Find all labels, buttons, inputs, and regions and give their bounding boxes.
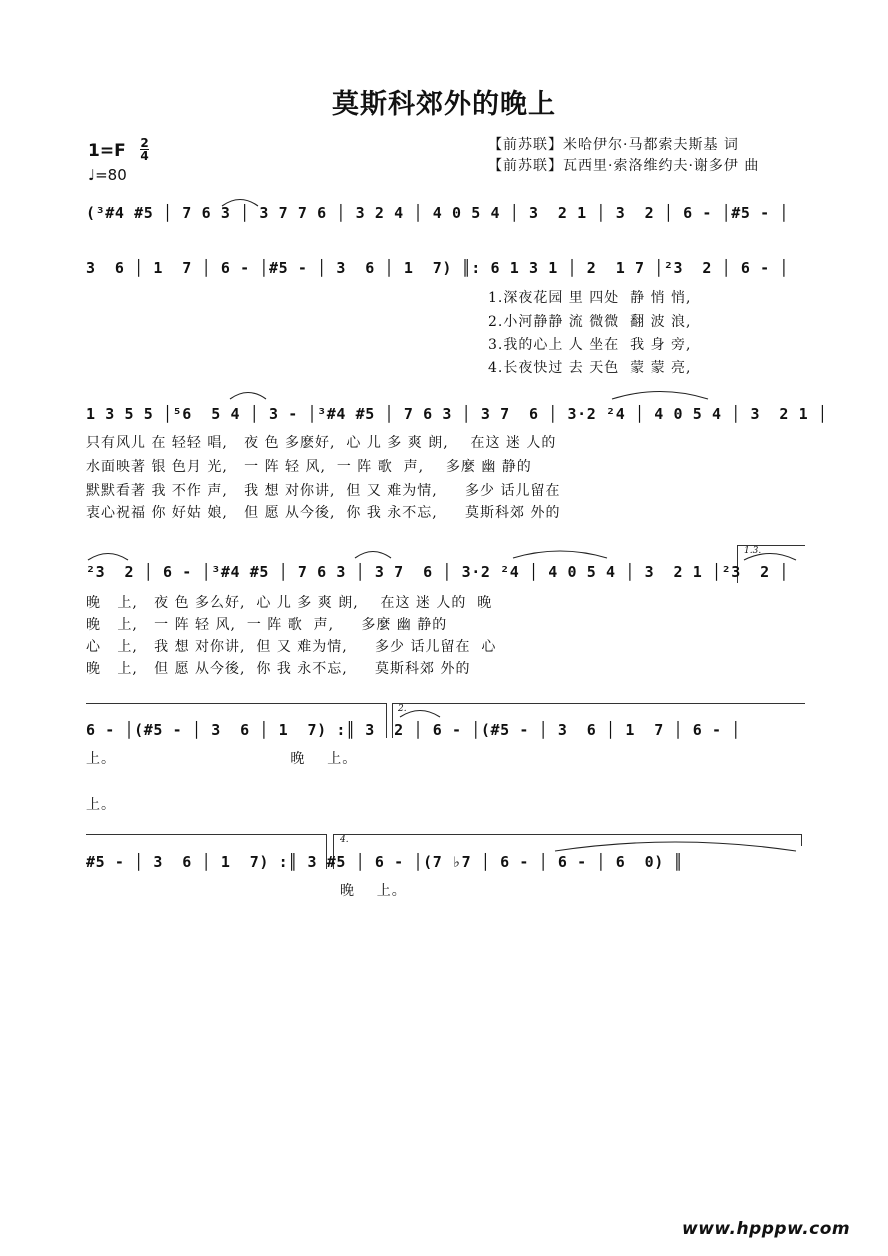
score-system-3: 1 3 5 5 │⁵6 5 4 │ 3 - │³#4 #5 │ 7 6 3 │ 3 7 6 │ 3·2 ²4 │ 4 0 5 4 │ 3 2 1 │ [86,405,828,423]
slur-mark [555,842,796,851]
lyric-line-verse-2: 2.小河静静 流 微微 翻 波 浪, [488,314,692,330]
lyric-line-verse-3: 心 上, 我 想 对你讲, 但 又 难为情, 多少 话儿留在 心 [86,639,497,655]
slur-mark [513,551,607,558]
lyricist-credit: 【前苏联】米哈伊尔·马都索夫斯基 词 [488,137,739,153]
tempo-value: =80 [95,166,127,184]
lyric-line-verse-1: 晚 上。 [340,883,407,899]
lyric-line-verse-4: 晚 上, 但 愿 从今後, 你 我 永不忘, 莫斯科郊 外的 [86,661,471,677]
volta-label-4: 4. [340,835,349,845]
key-signature: 1=F [88,141,126,161]
time-signature-top: 2 [140,136,149,150]
volta-label-2: 2. [398,704,407,714]
volta-label-1-3: 1.3. [744,546,762,556]
score-system-5: 6 - │(#5 - │ 3 6 │ 1 7) :║ 3 2 │ 6 - │(#5 - │ 3 6 │ 1 7 │ 6 - │ [86,721,741,739]
lyric-line-verse-4: 4.长夜快过 去 天色 蒙 蒙 亮, [488,360,692,376]
song-title: 莫斯科郊外的晚上 [332,89,556,120]
slur-mark [230,393,266,400]
lyric-line-verse-1: 只有风儿 在 轻轻 唱, 夜 色 多麽好, 心 儿 多 爽 朗, 在这 迷 人的 [86,435,557,451]
lyric-line-verse-1: 晚 上, 夜 色 多么好, 心 儿 多 爽 朗, 在这 迷 人的 晚 [86,595,493,611]
score-system-1: (³#4 #5 │ 7 6 3 │ 3 7 7 6 │ 3 2 4 │ 4 0 5 4 │ 3 2 1 │ 3 2 │ 6 - │#5 - │ [86,204,790,222]
lyric-line-verse-1: 上。 晚 上。 [86,751,358,767]
lyric-line-verse-4: 衷心祝福 你 好姑 娘, 但 愿 从今後, 你 我 永不忘, 莫斯科郊 外的 [86,505,561,521]
slur-mark [744,554,796,561]
lyric-line-verse-2: 水面映著 银 色月 光, 一 阵 轻 风, 一 阵 歌 声, 多麼 幽 静的 [86,459,532,475]
score-system-2: 3 6 │ 1 7 │ 6 - │#5 - │ 3 6 │ 1 7) ║: 6 1 3 1 │ 2 1 7 │²3 2 │ 6 - │ [86,259,790,277]
slur-mark [400,711,440,718]
score-system-4: ²3 2 │ 6 - │³#4 #5 │ 7 6 3 │ 3 7 6 │ 3·2 ²4 │ 4 0 5 4 │ 3 2 1 │²3 2 │ [86,563,790,581]
slur-mark [222,200,258,207]
slur-mark [355,552,391,559]
lyric-line-verse-3: 默默看著 我 不作 声, 我 想 对你讲, 但 又 难为情, 多少 话儿留在 [86,483,561,499]
lyric-line-verse-3: 3.我的心上 人 坐在 我 身 旁, [488,337,692,353]
slur-mark [88,554,128,561]
lyric-line-final: 上。 [86,797,116,813]
composer-credit: 【前苏联】瓦西里·索洛维约夫·谢多伊 曲 [488,158,760,174]
score-system-6: #5 - │ 3 6 │ 1 7) :║ 3 #5 │ 6 - │(7 ♭7 │ 6 - │ 6 - │ 6 0) ║ [86,853,684,871]
lyric-line-verse-1: 1.深夜花园 里 四处 静 悄 悄, [488,290,692,306]
lyric-line-verse-2: 晚 上, 一 阵 轻 风, 一 阵 歌 声, 多麼 幽 静的 [86,617,448,633]
slur-mark [612,392,708,400]
site-watermark: www.hpppw.com [682,1219,851,1239]
quarter-note-icon: ♩ [88,166,96,184]
time-signature-bottom: 4 [140,149,149,163]
